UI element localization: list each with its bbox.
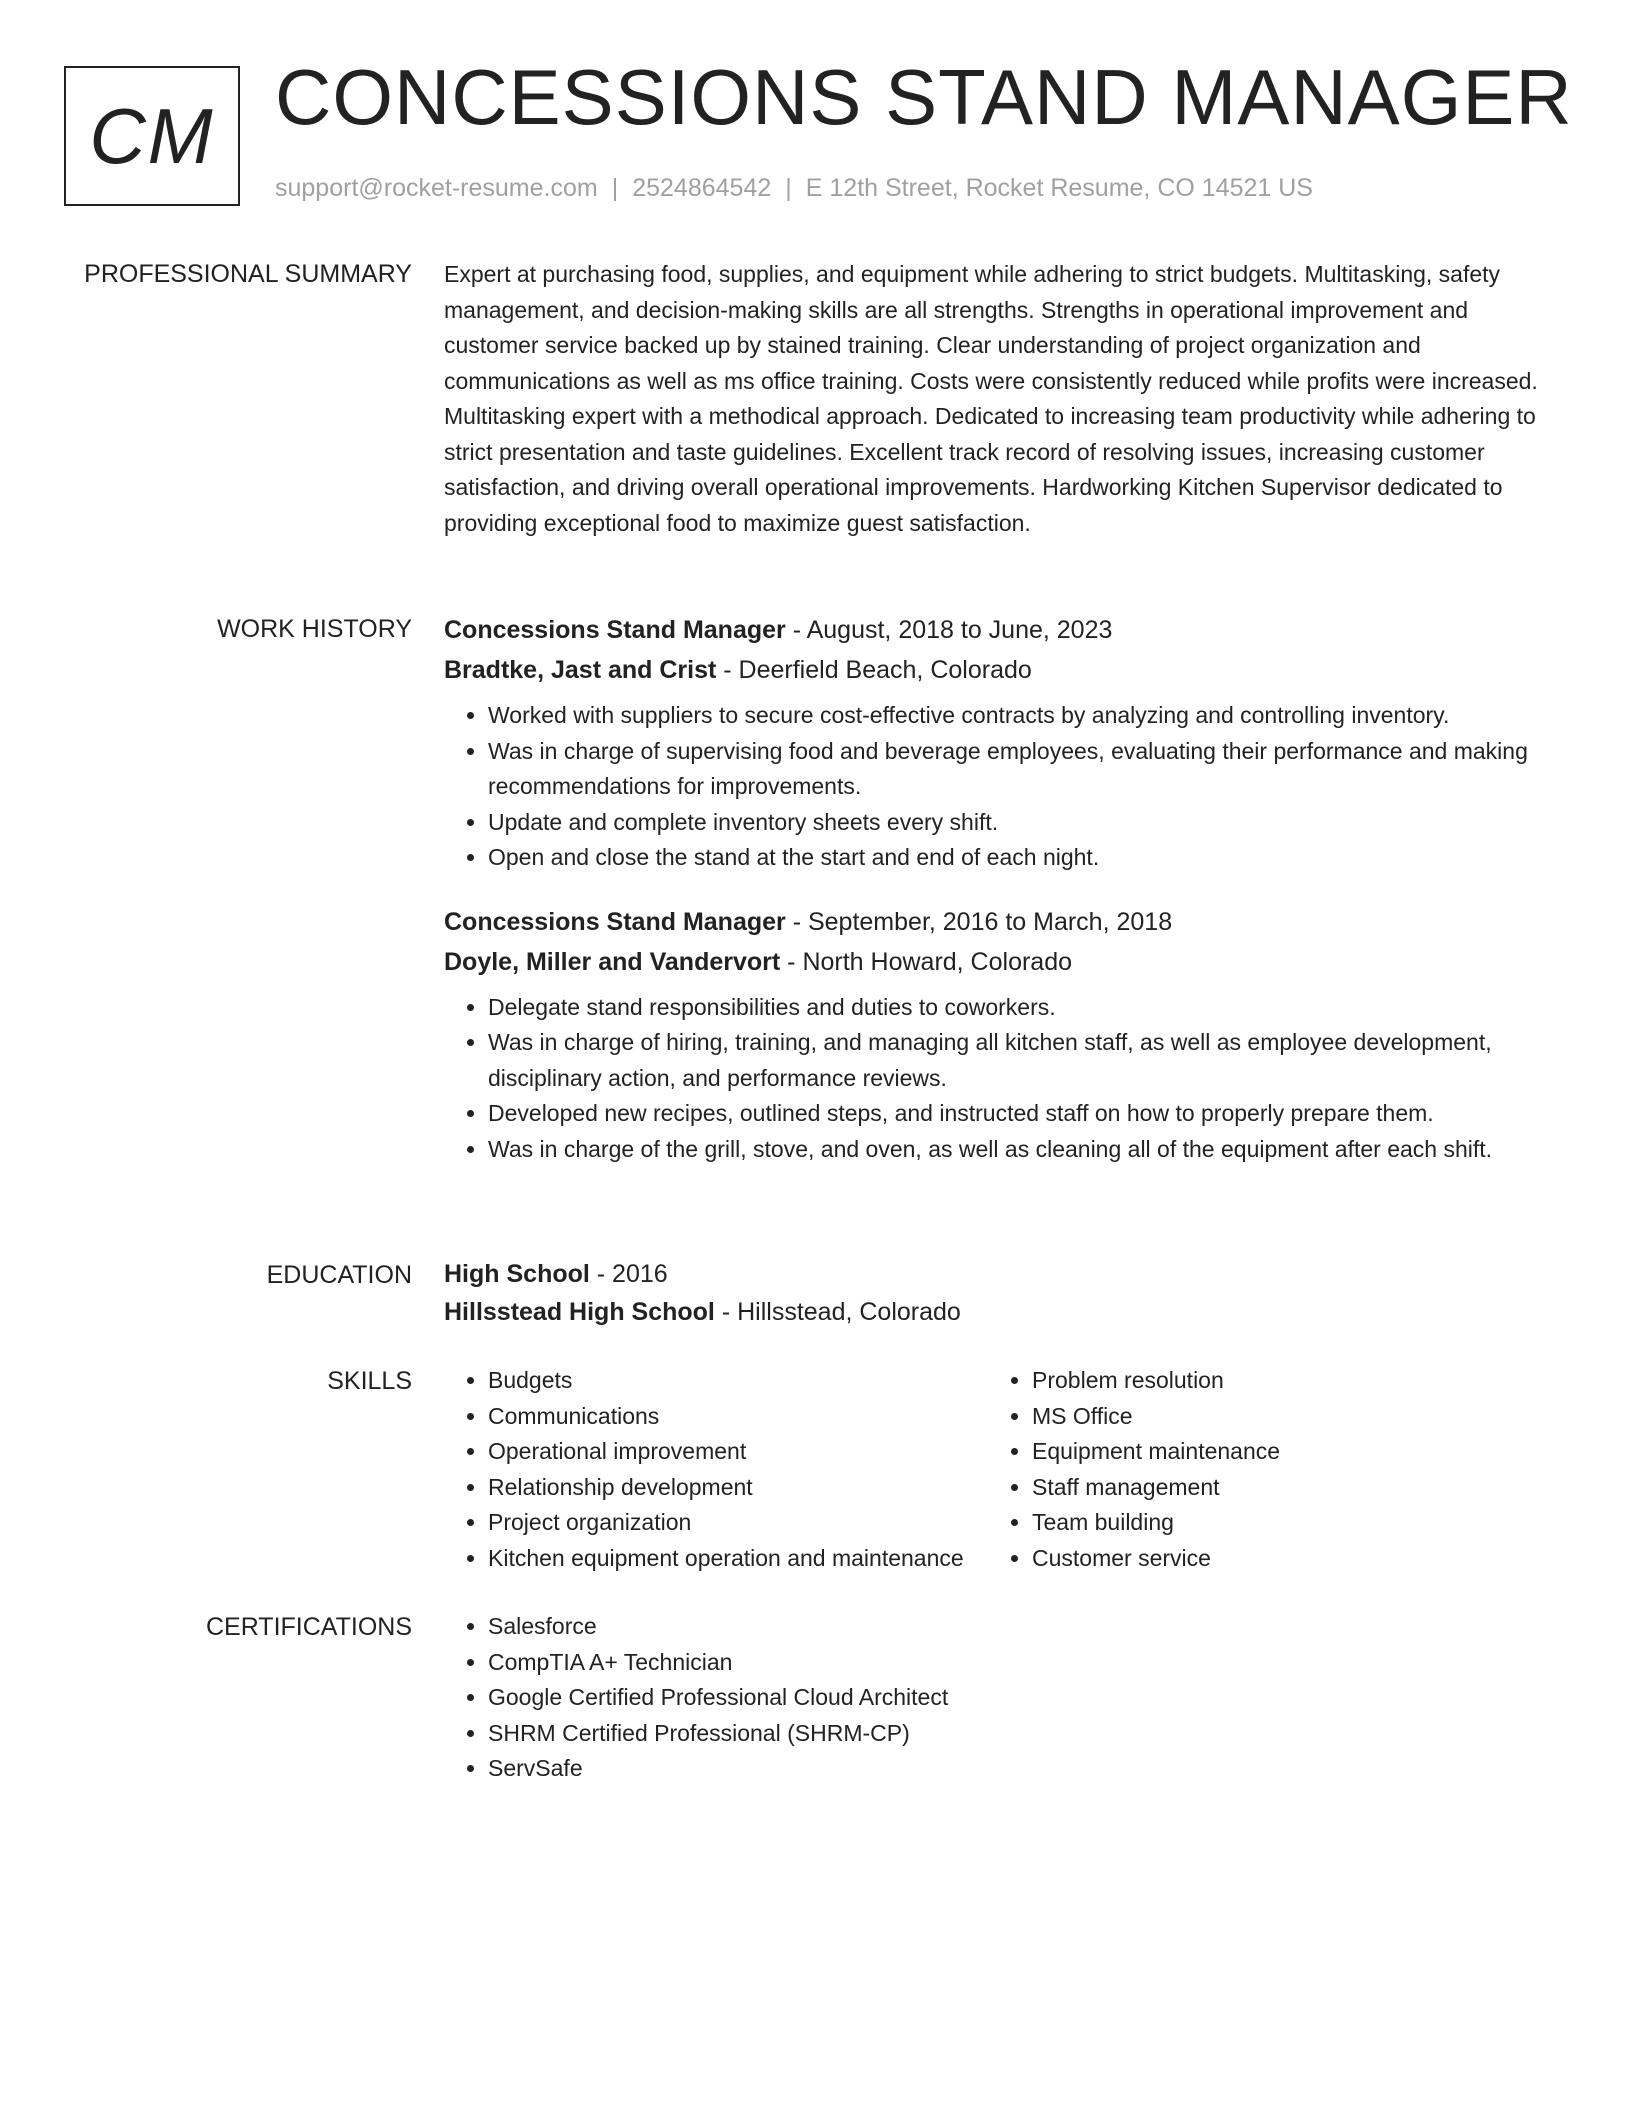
- skill-item: • Customer service: [1032, 1541, 1280, 1577]
- job-company-line: [444, 942, 1556, 982]
- job-bullet: • Open and close the stand at the start and end of each night.: [488, 840, 1556, 876]
- job-bullet: • Worked with suppliers to secure cost-effective contracts by analyzing and controlling inventory.: [488, 698, 1556, 734]
- certification-item: • SHRM Certified Professional (SHRM-CP): [488, 1716, 1556, 1752]
- education-degree: High School: [444, 1260, 590, 1288]
- education-location: - Hillsstead, Colorado: [721, 1298, 961, 1326]
- job-bullet: • Developed new recipes, outlined steps, and instructed staff on how to properly prepare them.: [488, 1096, 1556, 1132]
- education-degree-line: [444, 1255, 1556, 1293]
- skill-item: • Communications: [488, 1399, 988, 1435]
- certifications-list: [444, 1609, 1556, 1787]
- job-title: Concessions Stand Manager: [444, 907, 786, 936]
- section-heading-skills: SKILLS: [327, 1367, 412, 1395]
- skill-item: • Problem resolution: [1032, 1363, 1280, 1399]
- job-bullet: • Delegate stand responsibilities and duties to coworkers.: [488, 990, 1556, 1026]
- skill-item: • Project organization: [488, 1505, 988, 1541]
- summary-text: Expert at purchasing food, supplies, and equipment while adhering to strict budgets. Multitasking, safety management, and decision-making skills are all strengths. Strengths in operational improvement and customer service backed up by stained training. Clear understanding of project organization and communications as well as ms office training. Costs were consistently reduced while profits were increased. Multitasking expert with a methodical approach. Dedicated to increasing team productivity while adhering to strict presentation and taste guidelines. Excellent track record of resolving issues, increasing customer satisfaction, and driving overall operational improvements. Hardworking Kitchen Supervisor dedicated to providing exceptional food to maximize guest satisfaction.: [444, 261, 1538, 536]
- contact-separator: |: [785, 174, 792, 202]
- skill-item: • Kitchen equipment operation and maintenance: [488, 1541, 988, 1577]
- skill-item: • Equipment maintenance: [1032, 1434, 1280, 1470]
- job-title-line: [444, 610, 1556, 650]
- certification-item: • Google Certified Professional Cloud Architect: [488, 1680, 1556, 1716]
- skill-item: • Budgets: [488, 1363, 988, 1399]
- job-company-line: [444, 650, 1556, 690]
- section-heading-summary: PROFESSIONAL SUMMARY: [84, 260, 412, 288]
- contact-address: E 12th Street, Rocket Resume, CO 14521 US: [805, 174, 1313, 202]
- contact-separator: |: [611, 174, 619, 202]
- section-heading-work-history: WORK HISTORY: [217, 615, 412, 643]
- job-bullets: [444, 990, 1556, 1168]
- skill-item: • Operational improvement: [488, 1434, 988, 1470]
- job-bullet: • Update and complete inventory sheets every shift.: [488, 805, 1556, 841]
- skill-item: • MS Office: [1032, 1399, 1280, 1435]
- education-school: Hillsstead High School: [444, 1298, 715, 1326]
- certification-item: • Salesforce: [488, 1609, 1556, 1645]
- job-entry: [444, 902, 1556, 1168]
- job-title: Concessions Stand Manager: [444, 616, 786, 644]
- certifications-body: [444, 1609, 1556, 1787]
- work-history-body: [444, 610, 1556, 1167]
- job-entry: [444, 610, 1556, 876]
- skill-item: • Relationship development: [488, 1470, 988, 1506]
- job-bullets: [444, 698, 1556, 876]
- job-bullet: • Was in charge of hiring, training, and managing all kitchen staff, as well as employee development, disciplinary action, and performance reviews.: [488, 1025, 1556, 1096]
- skill-item: • Staff management: [1032, 1470, 1280, 1506]
- skills-grid: [444, 1363, 1556, 1576]
- resume-title: CONCESSIONS STAND MANAGER: [275, 53, 1573, 141]
- education-body: [444, 1255, 1556, 1331]
- job-bullet: • Was in charge of the grill, stove, and oven, as well as cleaning all of the equipment after each shift.: [488, 1132, 1556, 1168]
- skills-column-1: [444, 1363, 988, 1576]
- monogram-text: CM: [89, 91, 215, 180]
- skills-body: [444, 1363, 1556, 1576]
- skills-column-2: [988, 1363, 1280, 1576]
- certification-item: • CompTIA A+ Technician: [488, 1645, 1556, 1681]
- monogram-badge: [64, 66, 240, 206]
- contact-line: [275, 174, 1313, 203]
- contact-email[interactable]: support@rocket-resume.com: [275, 174, 598, 202]
- job-location: - Deerfield Beach, Colorado: [723, 656, 1032, 684]
- skill-item: • Team building: [1032, 1505, 1280, 1541]
- job-dates: - August, 2018 to June, 2023: [792, 616, 1113, 644]
- job-company: Doyle, Miller and Vandervort: [444, 947, 781, 976]
- certification-item: • ServSafe: [488, 1751, 1556, 1787]
- job-dates: - September, 2016 to March, 2018: [792, 907, 1173, 936]
- section-heading-education: EDUCATION: [266, 1261, 412, 1289]
- job-location: - North Howard, Colorado: [787, 947, 1073, 976]
- education-year: - 2016: [596, 1260, 668, 1288]
- section-heading-certifications: CERTIFICATIONS: [205, 1613, 412, 1641]
- job-title-line: [444, 902, 1556, 942]
- summary-body: [444, 257, 1556, 541]
- job-bullet: • Was in charge of supervising food and beverage employees, evaluating their performance and making recommendations for improvements.: [488, 734, 1556, 805]
- job-company: Bradtke, Jast and Crist: [444, 656, 717, 684]
- contact-phone[interactable]: 2524864542: [632, 174, 772, 202]
- education-school-line: [444, 1293, 1556, 1331]
